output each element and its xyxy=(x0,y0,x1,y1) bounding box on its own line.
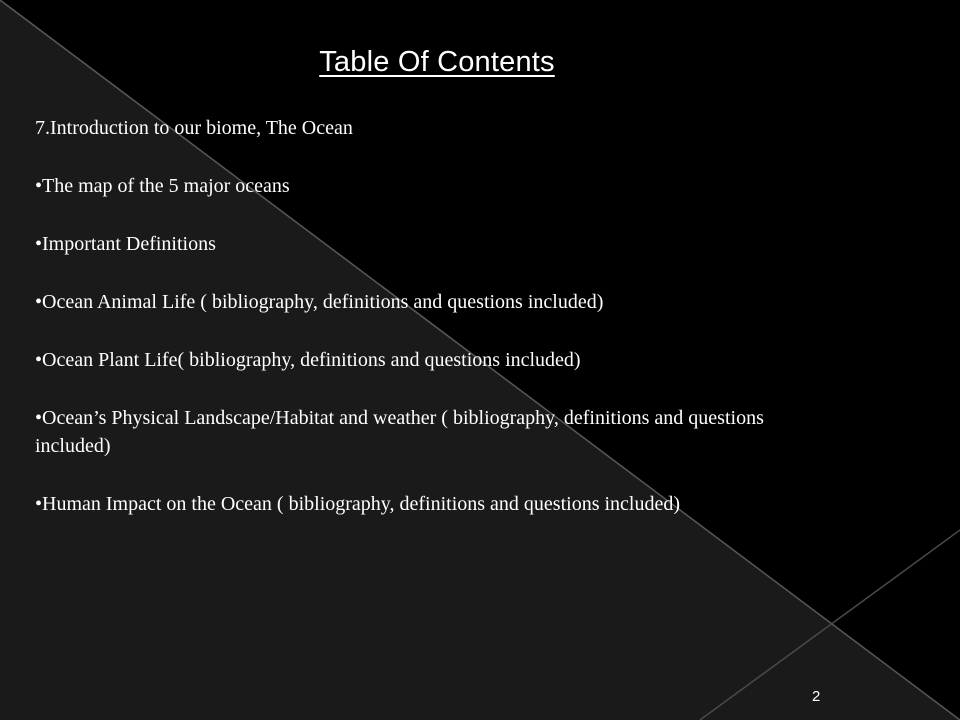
bullet: • xyxy=(35,493,43,515)
toc-item-text: Ocean Animal Life ( bibliography, definitions and questions included) xyxy=(42,291,604,313)
toc-item xyxy=(35,172,835,200)
toc-item xyxy=(35,230,835,258)
toc-item-text: Important Definitions xyxy=(42,233,216,255)
toc-item xyxy=(35,346,835,374)
toc-item xyxy=(35,288,835,316)
bullet: • xyxy=(35,291,43,313)
toc-list xyxy=(35,114,835,548)
bullet: • xyxy=(35,349,43,371)
bullet: • xyxy=(35,407,43,429)
bullet: • xyxy=(35,233,43,255)
toc-item xyxy=(35,490,835,518)
slide-title: Table Of Contents xyxy=(319,46,555,78)
toc-item-text: 7.Introduction to our biome, The Ocean xyxy=(35,117,353,139)
page-number: 2 xyxy=(812,688,821,705)
toc-item xyxy=(35,114,835,142)
bullet: • xyxy=(35,175,43,197)
toc-item-text: Human Impact on the Ocean ( bibliography, definitions and questions included) xyxy=(42,493,681,515)
toc-item-text: Ocean Plant Life( bibliography, definitions and questions included) xyxy=(42,349,581,371)
toc-item xyxy=(35,404,835,460)
toc-item-text: The map of the 5 major oceans xyxy=(42,175,290,197)
toc-item-text: Ocean’s Physical Landscape/Habitat and weather ( bibliography, definitions and questions included) xyxy=(35,407,764,457)
